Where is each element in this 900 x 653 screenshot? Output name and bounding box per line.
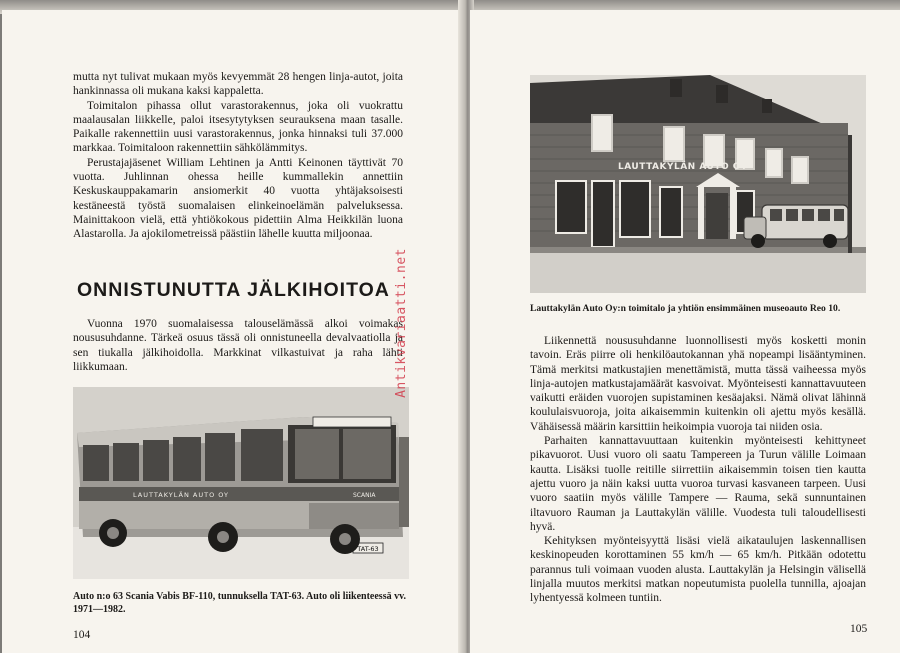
left-text-block-top: [73, 70, 403, 242]
right-paragraph-1: Liikennettä noususuhdanne luonnollisesti myös kosketti monin tavoin. Eräs piirre oli henkilöautokannan yhä nopeampi lisääntyminen. Tämä merkitsi matkustajien menettämistä, mutta tässä vaiheessa myös linja-autojen matkustajamäärät kasvoivat. Myönteisesti kannattavuuteen vaikutti eräiden vuorojen supistaminen kesäajaksi. Nämä olivat lähinnä koululaisvuoroja, joita aikaisemmin kuitenkin oli ajettu myös kesällä. Vähäisessä määrin karsittiin heikoimpia vuoroja tai niiden osia.: [530, 335, 866, 433]
right-text-block: [530, 334, 866, 606]
bus-brand-text: SCANIA: [353, 492, 376, 499]
section-heading: ONNISTUNUTTA JÄLKIHOITOA: [77, 279, 390, 301]
left-page-number: 104: [73, 629, 91, 641]
right-paragraph-2: Parhaiten kannattavuuttaan kuitenkin myönteisesti kehittyneet pikavuorot. Uusi vuoro oli saatu Tampereen ja Turun välille Loimaan kautta. Lisäksi tuolle reitille siirrettiin aikaisemmin toisen tien kautta ajettu vuoro ja näin kaksi uutta vuoroa turvasi kasvaneen tarpeen. Uusi vuoro saatiin myös välille Tampere — Rauma, sekä sunnuntainen iltavuoro Rauman ja Lauttakylän välille. Vuodesta tuli taloudellisesti hyvä.: [530, 435, 866, 533]
left-page: [2, 10, 462, 653]
left-photo-caption: Auto n:o 63 Scania Vabis BF-110, tunnuksella TAT-63. Auto oli liikenteessä vv. 1971—1982.: [73, 591, 407, 615]
bus-illustration: [73, 387, 409, 579]
right-photo-caption: Lauttakylän Auto Oy:n toimitalo ja yhtiön ensimmäinen museoauto Reo 10.: [530, 303, 841, 314]
left-paragraph-3: Perustajajäsenet William Lehtinen ja Antti Keinonen täyttivät 70 vuotta. Juhlinnan ohessa heille kummallekin annettiin Keskuskauppakamarin ansiomerkit 40 vuotta yhtäjaksoisesti kestäneestä työstä suomalaisen elinkeinoelämän palveluksessa. Mainittakoon vielä, että yhtiökokous pidettiin Alma Heikkilän luona Alastarolla. Ja ajokilometreissä päästiin lähelle kuutta miljoonaa.: [73, 156, 403, 241]
building-photo: [530, 75, 866, 293]
building-sign: LAUTTAKYLÄN AUTO OY: [618, 162, 748, 172]
left-paragraph-4: Vuonna 1970 suomalaisessa talouselämässä alkoi voimakas noususuhdanne. Tärkeä osuus tässä oli onnistuneella devalvaatiolla ja sen tiukalla jälkihoidolla. Markkinat vilkastuivat ja raha lähti liikkumaan.: [73, 318, 403, 373]
right-page-number: 105: [850, 623, 868, 635]
bus-photo: [73, 387, 409, 579]
right-paragraph-3: Kehityksen myönteisyyttä lisäsi vielä aikataulujen laskennallisen keskinopeuden korottaminen 55 km/h — 65 km/h. Pitkään odotettu parannus tuli voimaan vuoden alusta. Lauttakylän ja Helsingin välisellä linjalla muutos merkitsi matkan nopeutumista puolella tunnilla, ajoajan lyhentyessä kolmeen tuntiin.: [530, 535, 866, 605]
left-paragraph-1: mutta nyt tulivat mukaan myös kevyemmät 28 hengen linja-autot, joita hankinnassa oli mukana kaksi kappaletta.: [73, 71, 403, 98]
building-illustration: [530, 75, 866, 293]
bus-license-plate: TAT-63: [357, 545, 379, 553]
bus-livery-text: LAUTTAKYLÄN AUTO OY: [133, 491, 229, 499]
watermark-text: Antikvariaatti.net: [394, 248, 409, 398]
right-page: [470, 10, 900, 653]
left-paragraph-2: Toimitalon pihassa ollut varastorakennus, joka oli vuokrattu maalausalan liikkelle, paloi itsesytytyksen seurauksena maan tasalle. Paikalle rakennettiin uusi varastorakennus, jonka hinnaksi tuli 37.000 markkaa. Toimitaloon rakennettiin sähkölämmitys.: [73, 99, 403, 155]
left-text-block-bottom: [73, 317, 403, 374]
